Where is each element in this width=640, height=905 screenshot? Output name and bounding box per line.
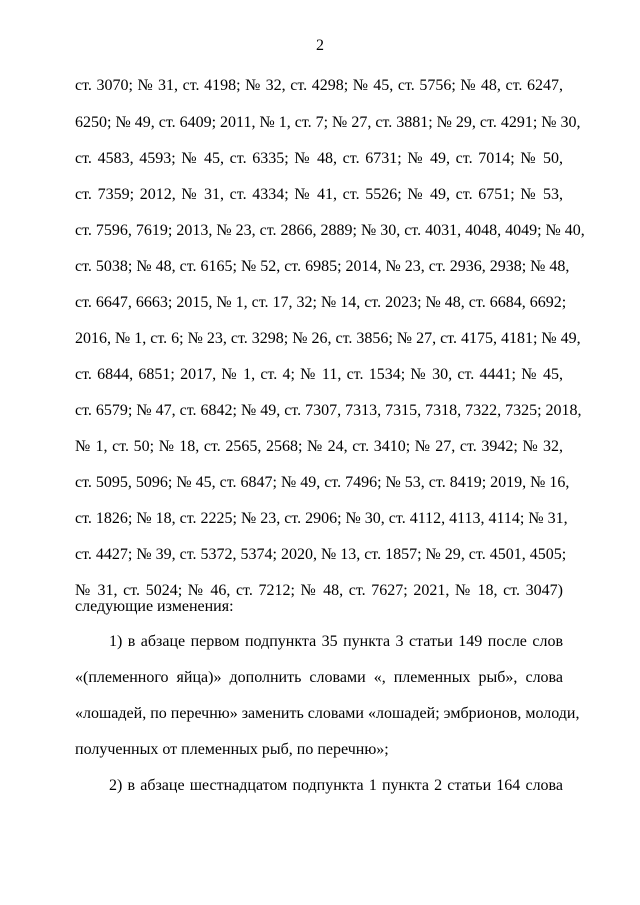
list-item-1-line: 1) в абзаце первом подпункта 35 пункта 3 статьи 149 после слов <box>109 633 563 650</box>
list-item-1-line: «лошадей, по перечню» заменить словами «лошадей; эмбрионов, молоди, <box>75 705 580 722</box>
body-text-line: ст. 6844, 6851; 2017, № 1, ст. 4; № 11, ст. 1534; № 30, ст. 4441; № 45, <box>75 366 563 383</box>
body-text-line: ст. 4583, 4593; № 45, ст. 6335; № 48, ст. 6731; № 49, ст. 7014; № 50, <box>75 150 563 167</box>
body-text-line: № 1, ст. 50; № 18, ст. 2565, 2568; № 24, ст. 3410; № 27, ст. 3942; № 32, <box>75 438 563 455</box>
page-number: 2 <box>316 37 324 54</box>
body-text-line: ст. 5038; № 48, ст. 6165; № 52, ст. 6985; 2014, № 23, ст. 2936, 2938; № 48, <box>75 258 570 275</box>
body-text-line: ст. 7359; 2012, № 31, ст. 4334; № 41, ст. 5526; № 49, ст. 6751; № 53, <box>75 186 563 203</box>
list-item-1-line: полученных от племенных рыб, по перечню»; <box>75 741 389 758</box>
body-text-line: следующие изменения: <box>75 598 234 615</box>
body-text-line: ст. 6579; № 47, ст. 6842; № 49, ст. 7307, 7313, 7315, 7318, 7322, 7325; 2018, <box>75 402 582 419</box>
body-text-line: 2016, № 1, ст. 6; № 23, ст. 3298; № 26, ст. 3856; № 27, ст. 4175, 4181; № 49, <box>75 330 581 347</box>
body-text-line: 6250; № 49, ст. 6409; 2011, № 1, ст. 7; № 27, ст. 3881; № 29, ст. 4291; № 30, <box>75 114 581 131</box>
body-text-line: № 31, ст. 5024; № 46, ст. 7212; № 48, ст. 7627; 2021, № 18, ст. 3047) <box>75 582 563 599</box>
body-text-line: ст. 5095, 5096; № 45, ст. 6847; № 49, ст. 7496; № 53, ст. 8419; 2019, № 16, <box>75 474 570 491</box>
list-item-1-line: «(племенного яйца)» дополнить словами «, племенных рыб», слова <box>75 669 563 686</box>
body-text-line: ст. 6647, 6663; 2015, № 1, ст. 17, 32; № 14, ст. 2023; № 48, ст. 6684, 6692; <box>75 294 567 311</box>
body-text-line: ст. 7596, 7619; 2013, № 23, ст. 2866, 2889; № 30, ст. 4031, 4048, 4049; № 40, <box>75 222 585 239</box>
list-item-2-line: 2) в абзаце шестнадцатом подпункта 1 пункта 2 статьи 164 слова <box>109 777 563 794</box>
body-text-line: ст. 1826; № 18, ст. 2225; № 23, ст. 2906; № 30, ст. 4112, 4113, 4114; № 31, <box>75 510 568 527</box>
body-text-line: ст. 3070; № 31, ст. 4198; № 32, ст. 4298; № 45, ст. 5756; № 48, ст. 6247, <box>75 77 563 94</box>
body-text-line: ст. 4427; № 39, ст. 5372, 5374; 2020, № 13, ст. 1857; № 29, ст. 4501, 4505; <box>75 546 567 563</box>
